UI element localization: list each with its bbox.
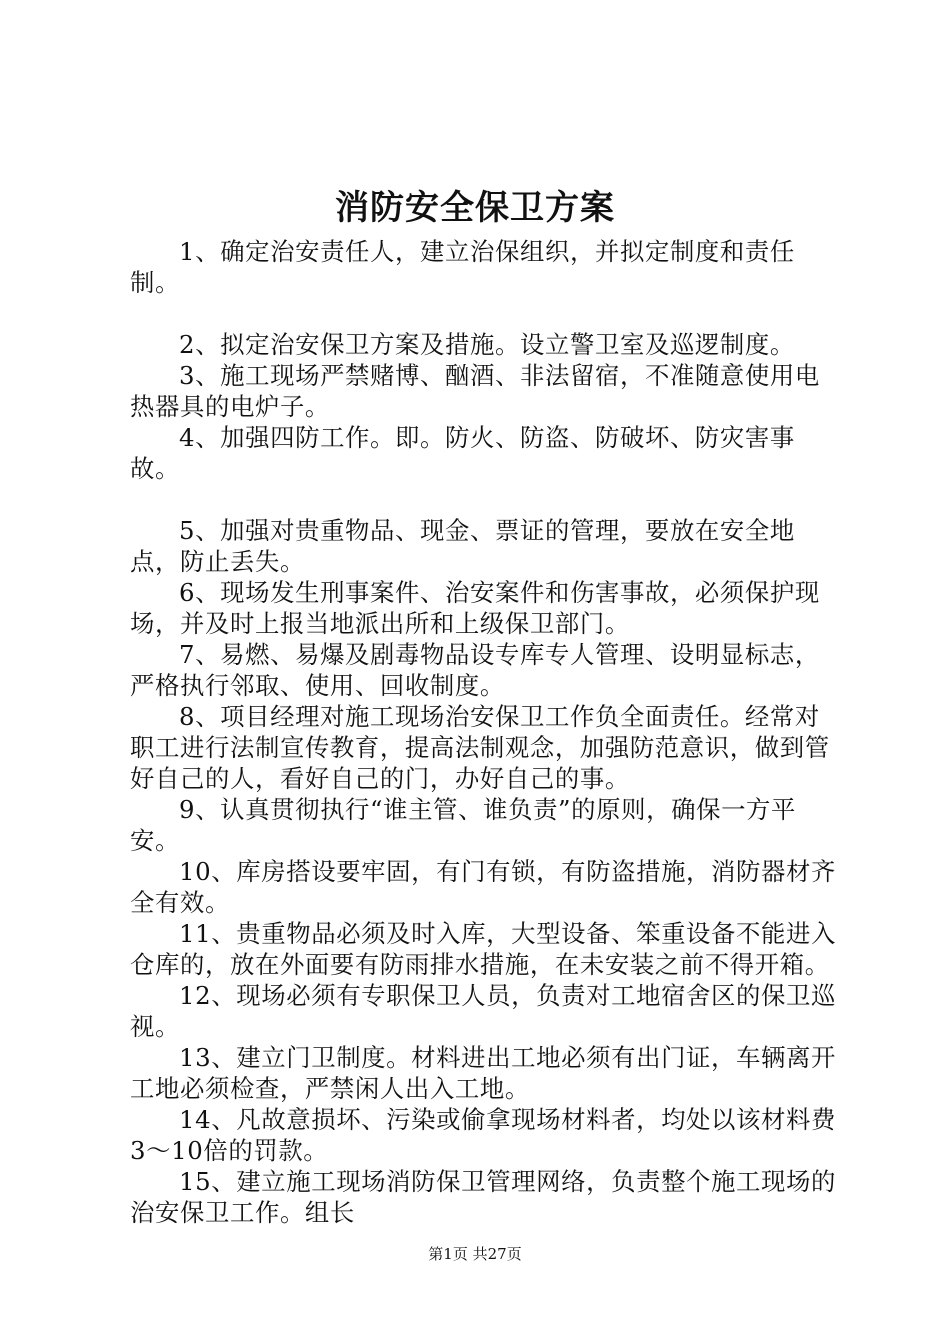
paragraph-7: 7、易燃、易爆及剧毒物品设专库专人管理、设明显标志，严格执行邻取、使用、回收制度。 <box>130 640 820 700</box>
paragraph-2: 2、拟定治安保卫方案及措施。设立警卫室及巡逻制度。 <box>179 330 795 359</box>
paragraph-9: 9、认真贯彻执行“谁主管、谁负责”的原则，确保一方平安。 <box>130 795 797 855</box>
page-number-footer: 第1页 共27页 <box>428 1245 522 1263</box>
paragraph-15: 15、建立施工现场消防保卫管理网络，负责整个施工现场的治安保卫工作。组长 <box>130 1167 837 1227</box>
paragraph-8: 8、项目经理对施工现场治安保卫工作负全面责任。经常对职工进行法制宣传教育，提高法制观念，加强防范意识，做到管好自己的人，看好自己的门，办好自己的事。 <box>130 702 830 793</box>
paragraph-10: 10、库房搭设要牢固，有门有锁，有防盗措施，消防器材齐全有效。 <box>130 857 837 917</box>
document-title: 消防安全保卫方案 <box>335 188 615 228</box>
paragraph-3: 3、施工现场严禁赌博、酗酒、非法留宿，不准随意使用电热器具的电炉子。 <box>130 361 820 421</box>
document-body <box>130 236 840 1228</box>
paragraph-6: 6、现场发生刑事案件、治安案件和伤害事故，必须保护现场，并及时上报当地派出所和上级保卫部门。 <box>130 578 820 638</box>
paragraph-1: 1、确定治安责任人，建立治保组织，并拟定制度和责任制。 <box>130 237 795 297</box>
paragraph-11: 11、贵重物品必须及时入库，大型设备、笨重设备不能进入仓库的，放在外面要有防雨排水措施，在未安装之前不得开箱。 <box>130 919 837 979</box>
paragraph-5: 5、加强对贵重物品、现金、票证的管理，要放在安全地点，防止丢失。 <box>130 516 795 576</box>
paragraph-13: 13、建立门卫制度。材料进出工地必须有出门证，车辆离开工地必须检查，严禁闲人出入工地。 <box>130 1043 837 1103</box>
paragraph-12: 12、现场必须有专职保卫人员，负责对工地宿舍区的保卫巡视。 <box>130 981 837 1041</box>
paragraph-14: 14、凡故意损坏、污染或偷拿现场材料者，均处以该材料费3～10倍的罚款。 <box>130 1105 837 1165</box>
paragraph-4: 4、加强四防工作。即。防火、防盗、防破坏、防灾害事故。 <box>130 423 795 483</box>
